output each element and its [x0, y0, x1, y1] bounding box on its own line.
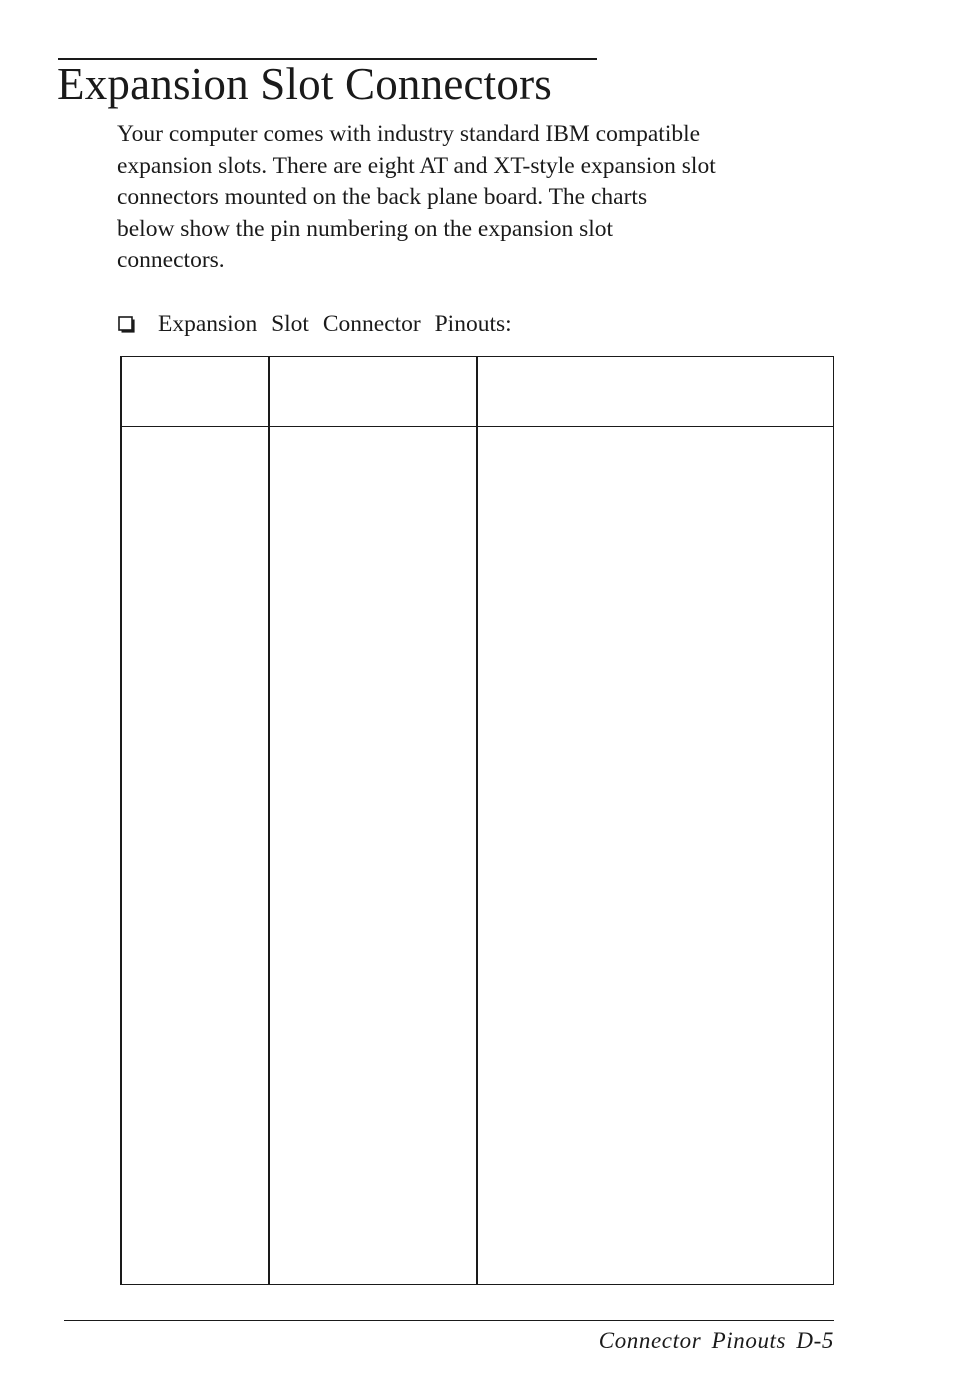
intro-line: Your computer comes with industry standard IBM compatible: [117, 121, 701, 147]
table-header-row: [121, 357, 833, 427]
intro-line: connectors mounted on the back plane board. The charts: [117, 184, 648, 210]
table-header-cell: [121, 357, 269, 427]
table-header-cell: [269, 357, 477, 427]
intro-line: connectors.: [117, 247, 225, 273]
footer-rule: [64, 1320, 834, 1321]
table-cell: [477, 427, 833, 1285]
pinouts-bullet: [118, 309, 512, 339]
pinout-table: [120, 356, 834, 1285]
bullet-text: Expansion Slot Connector Pinouts:: [158, 311, 512, 337]
table-row: [121, 427, 833, 1285]
intro-line: below show the pin numbering on the expansion slot: [117, 215, 614, 242]
page-footer: Connector Pinouts D-5: [598, 1328, 834, 1353]
checkbox-icon: [118, 316, 135, 333]
intro-paragraph: [117, 119, 847, 277]
intro-line: expansion slots. There are eight AT and XT-style expansion slot: [117, 152, 716, 179]
page-title: Expansion Slot Connectors: [57, 59, 552, 109]
table-header-cell: [477, 357, 833, 427]
table-cell: [121, 427, 269, 1285]
table-cell: [269, 427, 477, 1285]
